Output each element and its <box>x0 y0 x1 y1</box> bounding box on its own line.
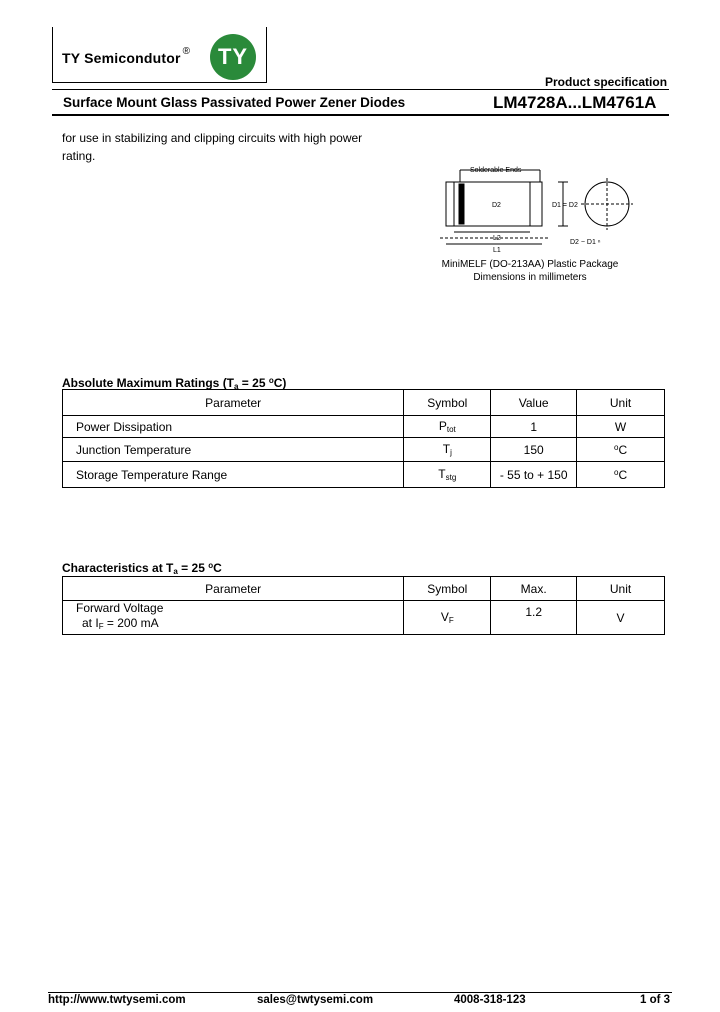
header-symbol: Symbol <box>404 390 491 416</box>
cell-value: 1.2 <box>491 601 577 635</box>
title-divider <box>52 114 669 116</box>
product-specification-label: Product specification <box>545 75 668 89</box>
footer-page-number: 1 of 3 <box>640 994 671 1006</box>
footer-divider <box>48 992 672 993</box>
cell-parameter: Storage Temperature Range <box>63 462 404 488</box>
cell-parameter: Junction Temperature <box>63 438 404 462</box>
cell-parameter: Forward Voltage at $I_F = 200$ mA <box>63 601 404 635</box>
header-parameter: Parameter <box>63 577 404 601</box>
package-caption-line1: MiniMELF (DO-213AA) Plastic Package <box>441 259 619 270</box>
cathode-band <box>459 184 464 224</box>
package-diagram <box>430 160 640 255</box>
cell-parameter: Power Dissipation <box>63 416 404 438</box>
cell-value: 150 <box>491 438 577 462</box>
cell-symbol: $T_{stg}$ <box>404 462 491 488</box>
table-row <box>63 416 665 438</box>
cell-unit: $^o$C <box>577 438 665 462</box>
header-unit: Unit <box>577 390 665 416</box>
label-d1: D1 = D2 <box>552 202 578 209</box>
cell-symbol: $V_F$ <box>404 601 491 635</box>
header-max: Max. <box>491 577 577 601</box>
package-caption-line2: Dimensions in millimeters <box>473 272 587 283</box>
characteristics-table <box>62 576 665 635</box>
label-solderable-ends: Solderable Ends <box>470 167 522 174</box>
document-title: Surface Mount Glass Passivated Power Zener Diodes <box>63 95 406 110</box>
footer-phone: 4008-318-123 <box>454 994 526 1006</box>
table-header-row <box>63 577 665 601</box>
logo-frame-right <box>266 27 267 83</box>
label-d2: D2 <box>492 202 501 209</box>
cell-symbol: $T_j$ <box>404 438 491 462</box>
intro-text: for use in stabilizing and clipping circuits with high power rating. <box>62 131 363 163</box>
header-value: Value <box>491 390 577 416</box>
label-l1: L1 <box>493 247 501 254</box>
table-header-row <box>63 390 665 416</box>
table-row <box>63 601 665 635</box>
header-divider <box>52 89 669 90</box>
part-number-range: LM4728A...LM4761A <box>493 93 657 112</box>
label-l2: L2 <box>493 235 501 242</box>
cell-value: - 55 to + 150 <box>491 462 577 488</box>
company-logo-icon: TY <box>210 34 256 80</box>
company-name: TY Semicondutor ® <box>62 46 191 66</box>
header-symbol: Symbol <box>404 577 491 601</box>
cell-unit: W <box>577 416 665 438</box>
header-unit: Unit <box>577 577 665 601</box>
cell-value: 1 <box>491 416 577 438</box>
logo-frame-bottom <box>52 82 267 83</box>
table-row <box>63 438 665 462</box>
footer-website[interactable]: http://www.twtysemi.com <box>48 994 186 1006</box>
abs-max-title: Absolute Maximum Ratings ($T_a = 25$ $^o$C) <box>62 376 287 391</box>
abs-max-table <box>62 389 665 488</box>
cell-symbol: $P_{tot}$ <box>404 416 491 438</box>
table-row <box>63 462 665 488</box>
footer-email[interactable]: sales@twtysemi.com <box>257 994 374 1006</box>
package-caption <box>420 258 640 284</box>
cell-unit: $^o$C <box>577 462 665 488</box>
header-parameter: Parameter <box>63 390 404 416</box>
characteristics-title: Characteristics at $T_a = 25$ $^o$C <box>62 561 222 576</box>
logo-frame-left <box>52 27 53 83</box>
label-d2-d1: D2 − D1 ⁿ <box>570 239 601 246</box>
cell-unit: V <box>577 601 665 635</box>
registered-mark: ® <box>182 46 191 57</box>
